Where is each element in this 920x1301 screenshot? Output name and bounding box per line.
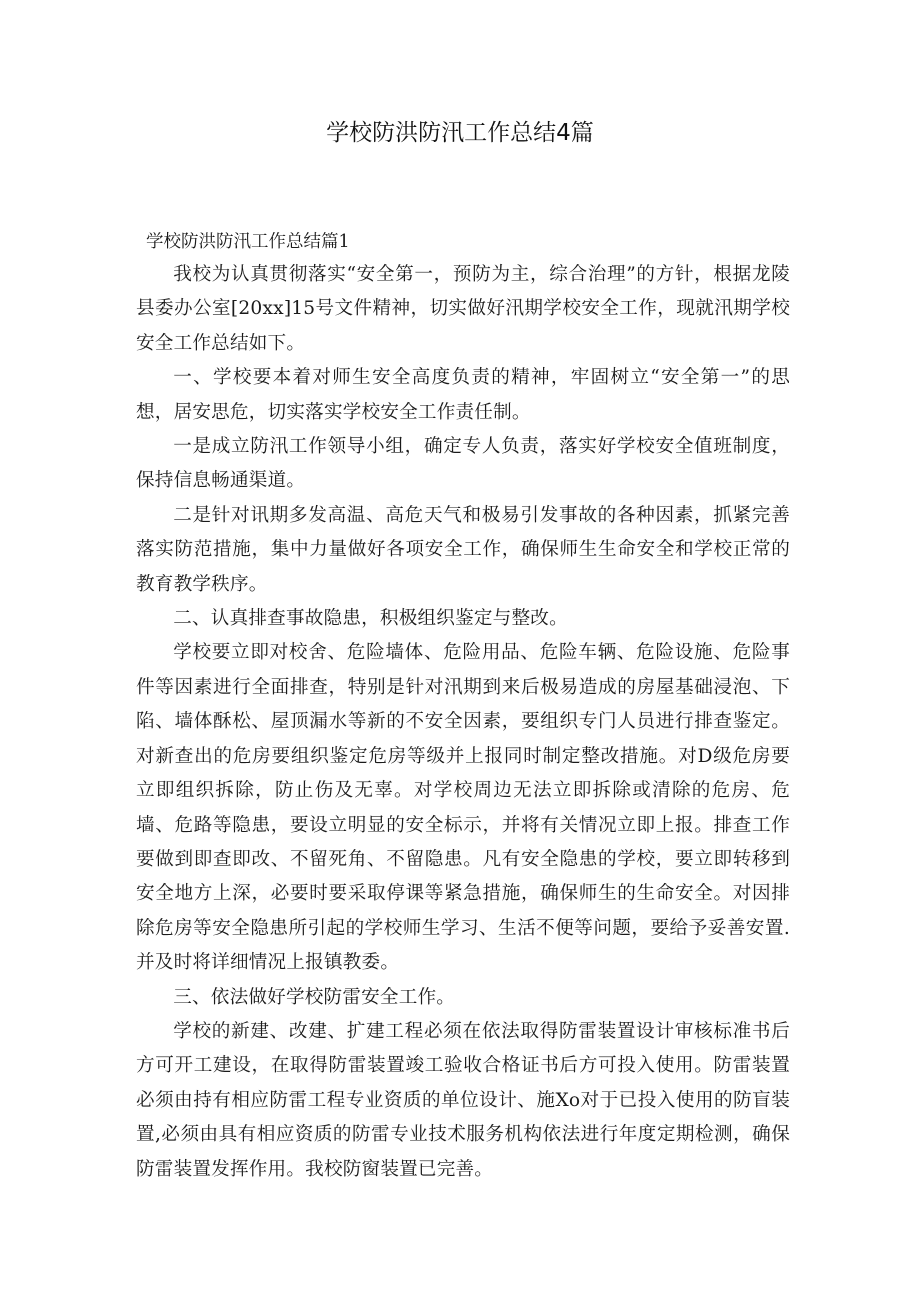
paragraph: 学校要立即对校舍、危险墙体、危险用品、危险车辆、危险设施、危险事件等因素进行全面排查，特别是针对汛期到来后极易造成的房屋基础浸泡、下陷、墙体酥松、屋顶漏水等新的不安全因素，要组织专门人员进行排查鉴定。对新查出的危房要组织鉴定危房等级并上报同时制定整改措施。对D级危房要立即组织拆除，防止伤及无辜。对学校周边无法立即拆除或清除的危房、危墙、危路等隐患，要设立明显的安全标示，并将有关情况立即上报。排查工作要做到即查即改、不留死角、不留隐患。凡有安全隐患的学校，要立即转移到安全地方上深，必要时要采取停课等紧急措施，确保师生的生命安全。对因排除危房等安全隐患所引起的学校师生学习、生活不便等问题，要给予妥善安置.并及时将详细情况上报镇教委。: [136, 642, 790, 974]
document-title: 学校防洪防汛工作总结4篇: [326, 120, 594, 146]
document-body: [136, 258, 790, 1187]
section-heading: 学校防洪防汛工作总结篇1: [146, 232, 350, 252]
paragraph: 二是针对讯期多发高温、高危天气和极易引发事故的各种因素，抓紧完善落实防范措施，集中力量做好各项安全工作，确保师生生命安全和学校正常的教育教学秩序。: [136, 504, 790, 595]
paragraph: 二、认真排查事故隐患，积极组织鉴定与整改。: [173, 608, 568, 630]
paragraph: 一、学校要本着对师生安全高度负责的精神，牢固树立“安全第一”的思想，居安思危，切实落实学校安全工作责任制。: [136, 367, 790, 423]
paragraph: 三、依法做好学校防雷安全工作。: [173, 986, 456, 1008]
paragraph: 一是成立防汛工作领导小组，确定专人负责，落实好学校安全值班制度，保持信息畅通渠道。: [136, 436, 790, 492]
paragraph: 学校的新建、改建、扩建工程必须在依法取得防雷装置设计审核标准书后方可开工建设，在取得防雷装置竣工验收合格证书后方可投入使用。防雷装置必须由持有相应防雷工程专业资质的单位设计、施Xo对于已投入使用的防盲装置,必须由具有相应资质的防雷专业技术服务机构依法进行年度定期检测，确保防雷装置发挥作用。我校防窗装置已完善。: [136, 1020, 790, 1180]
paragraph: 我校为认真贯彻落实“安全第一，预防为主，综合治理”的方针，根据龙陵县委办公室[20xx]15号文件精神，切实做好汛期学校安全工作，现就汛期学校安全工作总结如下。: [136, 264, 790, 354]
